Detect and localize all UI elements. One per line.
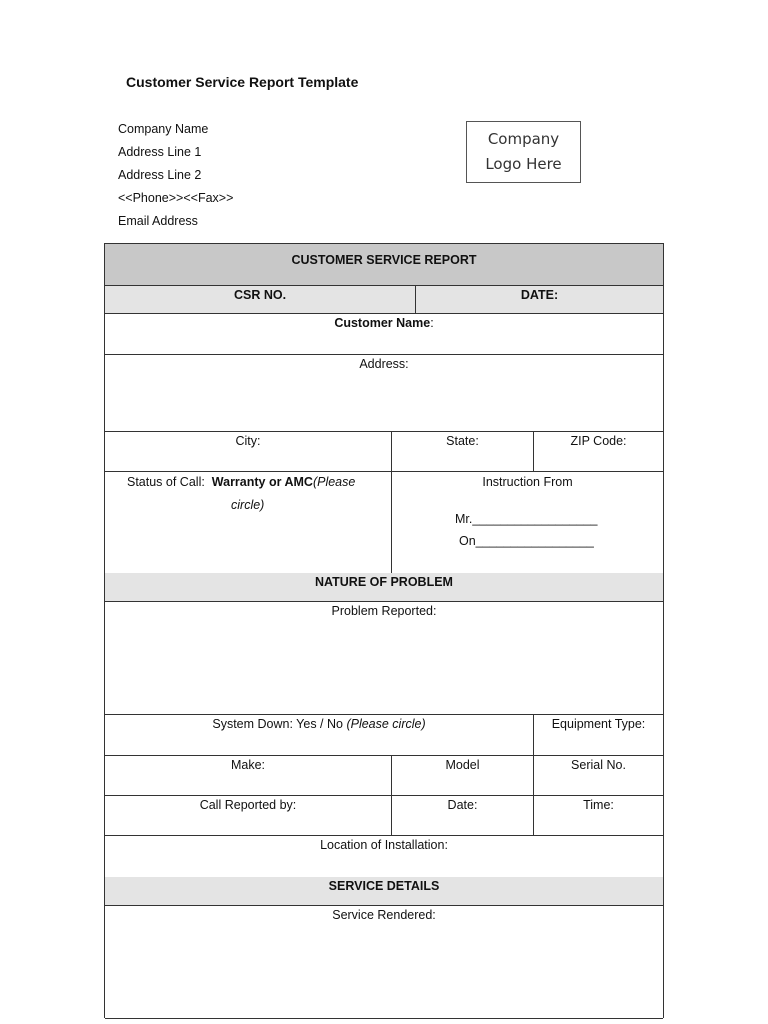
address-line-1: Address Line 1: [118, 145, 202, 159]
service-rendered-row[interactable]: [105, 906, 663, 1019]
city-label: City:: [235, 434, 261, 448]
customer-name-colon: :: [430, 316, 434, 330]
city-state-zip-row: [105, 432, 663, 472]
address-row[interactable]: [105, 355, 663, 432]
date-cell[interactable]: [392, 796, 534, 835]
equipment-type-cell[interactable]: [534, 715, 663, 755]
status-instruction-row: [105, 472, 663, 573]
call-reported-by-cell[interactable]: [105, 796, 392, 835]
page-title: Customer Service Report Template: [126, 74, 359, 90]
address-line-2: Address Line 2: [118, 168, 202, 182]
instruction-from-cell[interactable]: [392, 472, 663, 573]
equipment-type-label: Equipment Type:: [551, 717, 646, 731]
logo-line-1: Company: [487, 130, 560, 148]
status-value: Warranty or AMC: [211, 475, 313, 489]
instruction-from-label: Instruction From: [482, 475, 573, 489]
status-label: Status of Call:: [127, 475, 205, 489]
zip-label: ZIP Code:: [570, 434, 627, 448]
system-down-note: (Please circle): [346, 717, 426, 731]
time-label: Time:: [583, 798, 614, 812]
problem-reported-label: Problem Reported:: [331, 604, 437, 618]
logo-line-2: Logo Here: [485, 155, 562, 173]
csr-date-row: [105, 286, 663, 314]
phone-fax: <<Phone>><<Fax>>: [118, 191, 234, 205]
status-note-b: circle): [231, 498, 265, 512]
csr-no-label: CSR NO.: [233, 288, 287, 302]
state-cell[interactable]: [392, 432, 534, 471]
nature-of-problem-row: [105, 573, 663, 602]
mr-line: Mr.__________________: [455, 512, 598, 526]
model-label: Model: [445, 758, 480, 772]
service-details-header: SERVICE DETAILS: [328, 879, 440, 893]
problem-reported-row[interactable]: [105, 602, 663, 715]
city-cell[interactable]: [105, 432, 392, 471]
service-details-row: [105, 877, 663, 906]
service-rendered-label: Service Rendered:: [332, 908, 436, 922]
company-info: [118, 121, 378, 227]
state-label: State:: [446, 434, 479, 448]
location-row[interactable]: [105, 836, 663, 877]
location-label: Location of Installation:: [320, 838, 448, 852]
system-down-label: System Down: Yes / No: [212, 717, 347, 731]
date-header-cell[interactable]: [416, 286, 663, 313]
date-label: Date:: [447, 798, 478, 812]
csr-no-cell[interactable]: [105, 286, 416, 313]
address-label: Address:: [359, 357, 409, 371]
form-header-row: [105, 244, 663, 286]
date-header-label: DATE:: [520, 288, 559, 302]
serial-no-cell[interactable]: [534, 756, 663, 795]
system-down-cell[interactable]: [105, 715, 534, 755]
email-address: Email Address: [118, 214, 198, 227]
customer-name-row[interactable]: [105, 314, 663, 355]
nature-of-problem-header: NATURE OF PROBLEM: [315, 575, 453, 589]
serial-no-label: Serial No.: [571, 758, 626, 772]
make-label: Make:: [230, 758, 266, 772]
system-down-row: [105, 715, 663, 756]
on-line: On_________________: [459, 534, 594, 548]
model-cell[interactable]: [392, 756, 534, 795]
company-name: Company Name: [118, 122, 209, 136]
call-reported-row: [105, 796, 663, 836]
zip-cell[interactable]: [534, 432, 663, 471]
time-cell[interactable]: [534, 796, 663, 835]
status-of-call-cell[interactable]: [105, 472, 392, 573]
call-reported-by-label: Call Reported by:: [199, 798, 297, 812]
form-header: CUSTOMER SERVICE REPORT: [291, 253, 477, 267]
make-cell[interactable]: [105, 756, 392, 795]
status-note-a: (Please: [312, 475, 356, 489]
make-model-serial-row: [105, 756, 663, 796]
company-logo-placeholder: [466, 121, 581, 183]
customer-name-label: Customer Name: [334, 316, 431, 330]
service-report-form: [104, 243, 664, 1018]
